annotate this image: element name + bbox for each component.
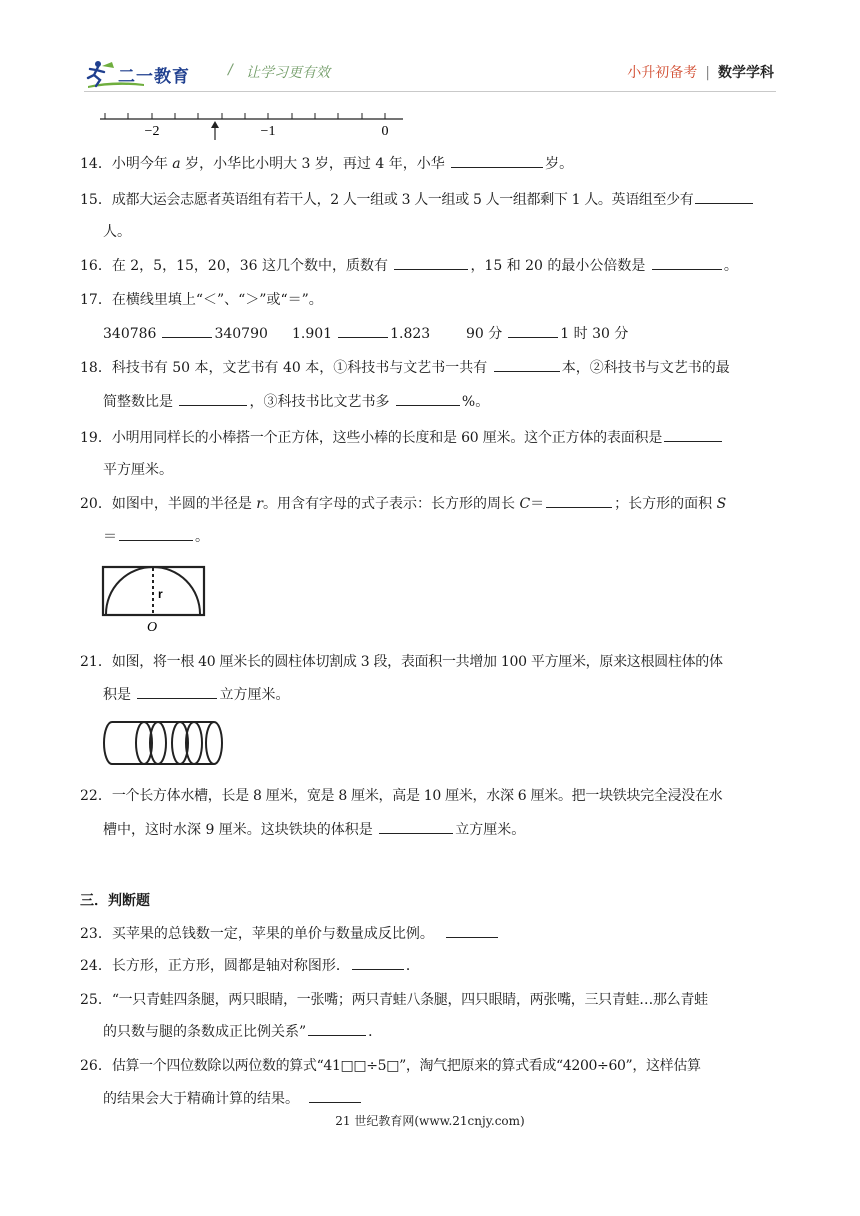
question-16: [80, 256, 738, 276]
header-separator: |: [705, 65, 710, 81]
question-number: 24．: [80, 958, 112, 974]
variable: a: [172, 156, 181, 172]
number-line-arrow-icon: [211, 121, 219, 140]
question-number: 15．: [80, 192, 112, 208]
question-text: 买苹果的总钱数一定，苹果的单价与数量成反比例。: [111, 926, 439, 942]
question-text: 长方形，正方形，圆都是轴对称图形．: [111, 958, 350, 974]
answer-blank[interactable]: [695, 190, 753, 204]
question-text: 如图中，半圆的半径是: [111, 496, 257, 512]
question-text: 科技书比文艺书多: [277, 394, 394, 410]
answer-blank[interactable]: [352, 956, 404, 970]
question-number: 18．: [80, 360, 112, 376]
question-18: [80, 358, 730, 378]
question-19-line2: [103, 460, 173, 480]
question-number: 26．: [80, 1058, 112, 1074]
question-text: ；长方形的面积: [614, 496, 717, 512]
number-line-ticks: [105, 113, 385, 119]
question-number: 20．: [80, 496, 112, 512]
question-17: [80, 290, 323, 310]
page-header: [0, 0, 860, 92]
question-number: 23．: [80, 926, 112, 942]
section-title: 三．判断题: [80, 893, 150, 909]
question-text: 成都大运会志愿者英语组有若干人，2 人一组或 3 人一组或 5 人一组都剩下 1 人。英语组至少有: [111, 192, 694, 208]
compare-right: 1.823: [390, 326, 431, 342]
answer-blank[interactable]: [308, 1022, 366, 1036]
answer-blank[interactable]: [451, 154, 543, 168]
slogan: 让学习更有效: [246, 65, 330, 81]
question-text: ＝: [530, 496, 545, 512]
header-right: [627, 62, 774, 82]
question-text: 本，: [561, 360, 590, 376]
compare-left: 90 分: [466, 326, 503, 342]
question-23: [80, 924, 500, 944]
question-text: 人。: [103, 224, 131, 240]
slogan-separator: /: [228, 62, 233, 78]
question-text: ．: [368, 1024, 383, 1040]
number-line-label: −1: [260, 124, 276, 139]
circled-number: ①: [333, 360, 348, 376]
question-24: [80, 956, 420, 976]
subject: 数学学科: [718, 65, 774, 81]
answer-blank[interactable]: [396, 392, 460, 406]
question-number: 16．: [80, 258, 112, 274]
radius-label: r: [158, 587, 163, 601]
question-text: 立方厘米。: [219, 687, 290, 703]
question-21-line2: [103, 685, 289, 705]
question-text: 如图，将一根 40 厘米长的圆柱体切割成 3 段，表面积一共增加 100 平方厘米，原来这根圆柱体的体: [111, 654, 723, 670]
cylinder-figure: [102, 718, 226, 770]
question-text: 。: [195, 529, 209, 545]
number-line-label: −2: [144, 124, 160, 139]
question-text: 积是: [103, 687, 136, 703]
compare-left: 1.901: [292, 326, 333, 342]
center-label: O: [147, 620, 158, 634]
question-22-line2: [103, 820, 525, 840]
circled-number: ③: [263, 394, 278, 410]
question-25: [80, 990, 708, 1010]
question-25-line2: [103, 1022, 382, 1042]
answer-blank[interactable]: [446, 924, 498, 938]
number-line-figure: [95, 105, 415, 150]
number-line-label: 0: [381, 124, 389, 139]
answer-blank[interactable]: [494, 358, 560, 372]
question-19: [80, 428, 724, 448]
compare-right: 1 时 30 分: [560, 326, 629, 342]
question-number: 22．: [80, 788, 112, 804]
question-text: 估算一个四位数除以两位数的算式“41□□÷5□”，淘气把原来的算式看成“4200÷60”，这样估算: [111, 1058, 701, 1074]
question-number: 17．: [80, 292, 112, 308]
question-text: ，15 和 20 的最小公倍数是: [470, 258, 650, 274]
answer-blank[interactable]: [508, 324, 558, 338]
logo-text: 二一教育: [118, 67, 190, 87]
answer-blank[interactable]: [652, 256, 722, 270]
question-text: 在横线里填上“＜”、“＞”或“＝”。: [111, 292, 323, 308]
answer-blank[interactable]: [394, 256, 468, 270]
question-text: 科技书有 50 本，文艺书有 40 本，: [111, 360, 334, 376]
answer-blank[interactable]: [546, 494, 612, 508]
answer-blank[interactable]: [664, 428, 722, 442]
question-text: 岁。: [545, 156, 574, 172]
exam-type: 小升初备考: [627, 65, 698, 81]
answer-blank[interactable]: [338, 324, 388, 338]
question-26: [80, 1056, 701, 1076]
page-footer: 21 世纪教育网(www.21cnjy.com): [335, 1114, 525, 1128]
question-text: 。: [723, 258, 738, 274]
question-number: 21．: [80, 654, 112, 670]
question-text: 一个长方体水槽，长是 8 厘米，宽是 8 厘米，高是 10 厘米，水深 6 厘米。把一块铁块完全浸没在水: [111, 788, 723, 804]
answer-blank[interactable]: [137, 685, 217, 699]
question-text: ．: [405, 958, 420, 974]
question-text: ＝: [103, 529, 117, 545]
header-divider: [84, 91, 776, 92]
question-20: [80, 494, 726, 514]
question-text: 简整数比是: [103, 394, 178, 410]
variable: r: [256, 496, 263, 512]
question-15: [80, 190, 755, 210]
variable: C: [519, 496, 531, 512]
question-14: [80, 154, 573, 174]
question-18-line2: [103, 392, 489, 412]
question-text: 岁，小华比小明大 3 岁，再过 4 年，小华: [180, 156, 450, 172]
question-26-line2: [103, 1089, 363, 1109]
question-text: 的结果会大于精确计算的结果。: [103, 1091, 304, 1107]
question-text: 科技书与文艺书一共有: [347, 360, 492, 376]
compare-right: 340790: [214, 326, 268, 342]
question-15-line2: [103, 222, 131, 242]
question-21: [80, 652, 723, 672]
compare-item: [292, 324, 430, 344]
question-text: 小明今年: [111, 156, 173, 172]
variable: S: [716, 496, 727, 512]
question-20-line2: [103, 527, 209, 547]
circled-number: ②: [589, 360, 604, 376]
question-text: 槽中，这时水深 9 厘米。这块铁块的体积是: [103, 822, 378, 838]
question-text: 立方厘米。: [455, 822, 526, 838]
question-number: 19．: [80, 430, 112, 446]
question-text: 科技书与文艺书的最: [603, 360, 730, 376]
question-number: 14．: [80, 156, 112, 172]
semicircle-rectangle-figure: [100, 562, 210, 634]
answer-blank[interactable]: [119, 527, 193, 541]
answer-blank[interactable]: [179, 392, 247, 406]
compare-item: [466, 324, 628, 344]
compare-left: 340786: [103, 326, 157, 342]
answer-blank[interactable]: [309, 1089, 361, 1103]
question-text: 的只数与腿的条数成正比例关系”: [103, 1024, 307, 1040]
question-number: 25．: [80, 992, 112, 1008]
question-text: 小明用同样长的小棒搭一个正方体，这些小棒的长度和是 60 厘米。这个正方体的表面积是: [111, 430, 663, 446]
question-text: 。用含有字母的式子表示：长方形的周长: [262, 496, 520, 512]
answer-blank[interactable]: [162, 324, 212, 338]
answer-blank[interactable]: [379, 820, 453, 834]
compare-item: [103, 324, 268, 344]
question-text: ，: [249, 394, 264, 410]
question-22: [80, 786, 722, 806]
question-text: “一只青蛙四条腿，两只眼睛，一张嘴；两只青蛙八条腿，四只眼睛，两张嘴，三只青蛙…那么青蛙: [111, 992, 708, 1008]
question-text: 平方厘米。: [103, 462, 173, 478]
question-text: 在 2，5，15，20，36 这几个数中，质数有: [111, 258, 393, 274]
question-text: %。: [461, 394, 490, 410]
